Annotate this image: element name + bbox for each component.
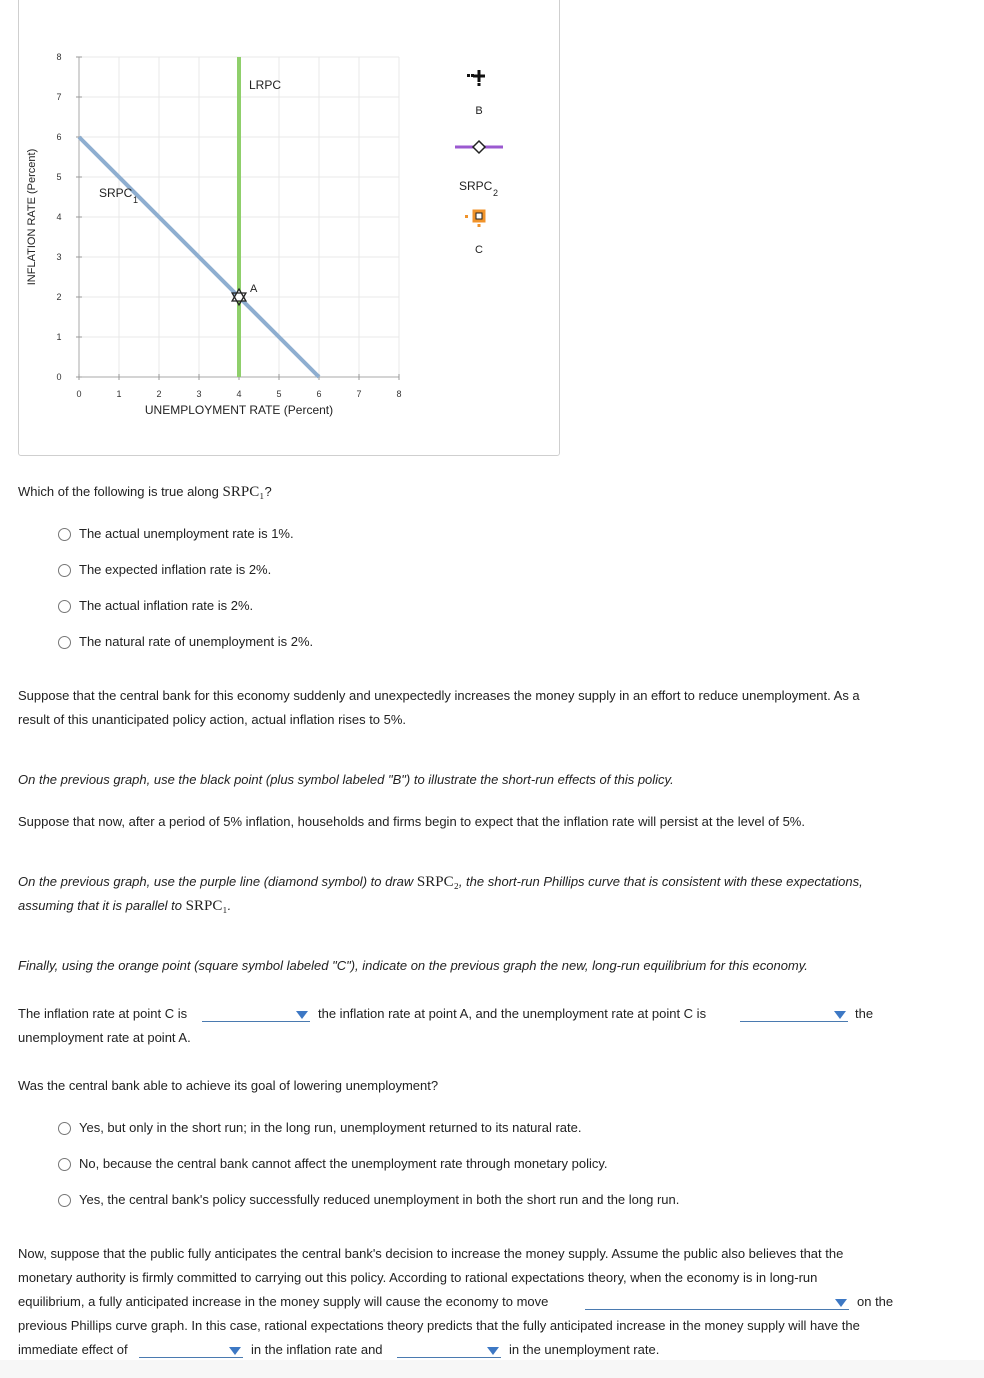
inflation-effect-dropdown[interactable] xyxy=(139,1342,243,1358)
instr-text: On the previous graph, use the purple line (diamond symbol) to draw xyxy=(18,874,417,889)
unemployment-comparison-dropdown[interactable] xyxy=(740,1006,848,1022)
chevron-down-icon xyxy=(835,1299,847,1307)
instr-text-end: . xyxy=(227,898,232,913)
x-tick-label: 1 xyxy=(116,389,122,399)
fill1-text1: The inflation rate at point C is xyxy=(18,1006,188,1021)
instruction-point-b: On the previous graph, use the black point (plus symbol labeled "B") to illustrate the short-run effects of this policy. xyxy=(18,772,674,787)
option-label: The natural rate of unemployment is 2%. xyxy=(79,634,314,649)
x-axis-title: UNEMPLOYMENT RATE (Percent) xyxy=(144,403,334,417)
instr-math: SRPC₁ xyxy=(185,898,228,914)
legend-item-c[interactable] xyxy=(465,211,484,256)
axes xyxy=(26,52,402,417)
final-line4: previous Phillips curve graph. In this case, rational expectations theory predicts that the fully anticipated increase in the money supply will have the xyxy=(18,1318,860,1333)
unemployment-effect-dropdown[interactable] xyxy=(397,1342,501,1358)
phillips-curve-chart[interactable] xyxy=(19,0,559,455)
srpc1-label-subscript: 1 xyxy=(133,195,139,205)
option-label: The actual unemployment rate is 1%. xyxy=(79,526,294,541)
bottom-strip xyxy=(0,1360,984,1378)
diamond-icon xyxy=(473,141,485,153)
srpc1-label: SRPC xyxy=(99,186,133,200)
point-a-label: A xyxy=(250,283,258,295)
fill1-text3: the xyxy=(855,1006,874,1021)
chevron-down-icon xyxy=(487,1347,499,1355)
radio-button[interactable] xyxy=(58,1158,71,1171)
instruction-point-c: Finally, using the orange point (square symbol labeled "C"), indicate on the previous graph the new, long-run equilibrium for this economy. xyxy=(18,958,808,973)
x-tick-label: 8 xyxy=(396,389,402,399)
para1-line1: Suppose that the central bank for this economy suddenly and unexpectedly increases the money supply in an effort to reduce unemployment. As a xyxy=(18,688,860,703)
q1-prompt-math: SRPC₁ xyxy=(222,484,265,500)
option-label: Yes, but only in the short run; in the long run, unemployment returned to its natural rate. xyxy=(79,1120,582,1135)
q1-prompt xyxy=(18,480,272,504)
final-line1: Now, suppose that the public fully anticipates the central bank's decision to increase the money supply. Assume the public also believes that the xyxy=(18,1246,844,1261)
y-tick-label: 5 xyxy=(56,172,62,182)
radio-button[interactable] xyxy=(58,564,71,577)
fill1-text2: the inflation rate at point A, and the unemployment rate at point C is xyxy=(318,1006,707,1021)
plus-dot-icon xyxy=(467,74,470,77)
q1-option-1[interactable] xyxy=(58,526,294,542)
final-line5a: immediate effect of xyxy=(18,1342,128,1357)
final-line2: monetary authority is firmly committed to carrying out this policy. According to rational expectations theory, when the economy is in long-run xyxy=(18,1270,818,1285)
legend-item-b[interactable] xyxy=(467,70,485,117)
q1-option-3[interactable] xyxy=(58,598,253,614)
x-tick-label: 7 xyxy=(356,389,362,399)
y-tick-label: 4 xyxy=(56,212,62,222)
chevron-down-icon xyxy=(834,1011,846,1019)
radio-button[interactable] xyxy=(58,1122,71,1135)
q3-option-3[interactable] xyxy=(58,1192,679,1208)
option-label: The actual inflation rate is 2%. xyxy=(79,598,254,613)
instr-math: SRPC₂ xyxy=(416,874,459,890)
y-tick-label: 8 xyxy=(56,52,62,62)
option-label: Yes, the central bank's policy successfully reduced unemployment in both the short run and the long run. xyxy=(79,1192,680,1207)
y-tick-label: 1 xyxy=(56,332,62,342)
square-dot-icon xyxy=(465,215,468,218)
instr-text-end: , the short-run Phillips curve that is consistent with these expectations, xyxy=(458,874,863,889)
para2: Suppose that now, after a period of 5% inflation, households and firms begin to expect that the inflation rate will persist at the level of 5%. xyxy=(18,814,805,829)
final-line3b: on the xyxy=(857,1294,894,1309)
y-tick-label: 2 xyxy=(56,292,62,302)
legend[interactable] xyxy=(455,70,503,256)
para1-line2: result of this unanticipated policy action, actual inflation rises to 5%. xyxy=(18,712,407,727)
legend-label-srpc2-subscript: 2 xyxy=(493,188,499,198)
q1-prompt-text: Which of the following is true along xyxy=(18,484,223,499)
legend-label-c: C xyxy=(475,244,483,256)
instr-text: assuming that it is parallel to xyxy=(18,898,186,913)
legend-item-srpc2[interactable] xyxy=(455,141,503,198)
y-axis-title: INFLATION RATE (Percent) xyxy=(26,148,38,286)
q1-option-2[interactable] xyxy=(58,562,271,578)
q1-prompt-end: ? xyxy=(264,484,272,499)
lrpc-label: LRPC xyxy=(249,78,282,92)
radio-button[interactable] xyxy=(58,636,71,649)
x-tick-label: 2 xyxy=(156,389,162,399)
movement-dropdown[interactable] xyxy=(585,1294,849,1310)
chevron-down-icon xyxy=(296,1011,308,1019)
legend-label-srpc2: SRPC xyxy=(459,179,493,193)
y-tick-label: 7 xyxy=(56,92,62,102)
q1-option-4[interactable] xyxy=(58,634,313,650)
plus-dot-icon xyxy=(478,83,481,86)
x-tick-label: 3 xyxy=(196,389,202,399)
y-tick-label: 3 xyxy=(56,252,62,262)
y-tick-label: 0 xyxy=(56,372,62,382)
instruction-srpc2-line2 xyxy=(18,894,231,918)
x-tick-label: 0 xyxy=(76,389,82,399)
instruction-srpc2-line1 xyxy=(18,870,863,894)
radio-button[interactable] xyxy=(58,1194,71,1207)
x-tick-label: 4 xyxy=(236,389,242,399)
fill1-text4: unemployment rate at point A. xyxy=(18,1030,191,1045)
y-tick-label: 6 xyxy=(56,132,62,142)
final-line3a: equilibrium, a fully anticipated increase in the money supply will cause the economy to move xyxy=(18,1294,549,1309)
x-tick-label: 6 xyxy=(316,389,322,399)
x-tick-label: 5 xyxy=(276,389,282,399)
option-label: The expected inflation rate is 2%. xyxy=(79,562,272,577)
final-line5b: in the inflation rate and xyxy=(251,1342,383,1357)
q3-option-1[interactable] xyxy=(58,1120,581,1136)
q3-prompt: Was the central bank able to achieve its goal of lowering unemployment? xyxy=(18,1078,439,1093)
radio-button[interactable] xyxy=(58,528,71,541)
inflation-comparison-dropdown[interactable] xyxy=(202,1006,310,1022)
legend-label-b: B xyxy=(475,105,483,117)
chevron-down-icon xyxy=(229,1347,241,1355)
graph-panel xyxy=(18,0,560,456)
radio-button[interactable] xyxy=(58,600,71,613)
q3-option-2[interactable] xyxy=(58,1156,608,1172)
final-line5c: in the unemployment rate. xyxy=(509,1342,660,1357)
square-dot-icon xyxy=(478,224,481,227)
option-label: No, because the central bank cannot affect the unemployment rate through monetary policy. xyxy=(79,1156,608,1171)
